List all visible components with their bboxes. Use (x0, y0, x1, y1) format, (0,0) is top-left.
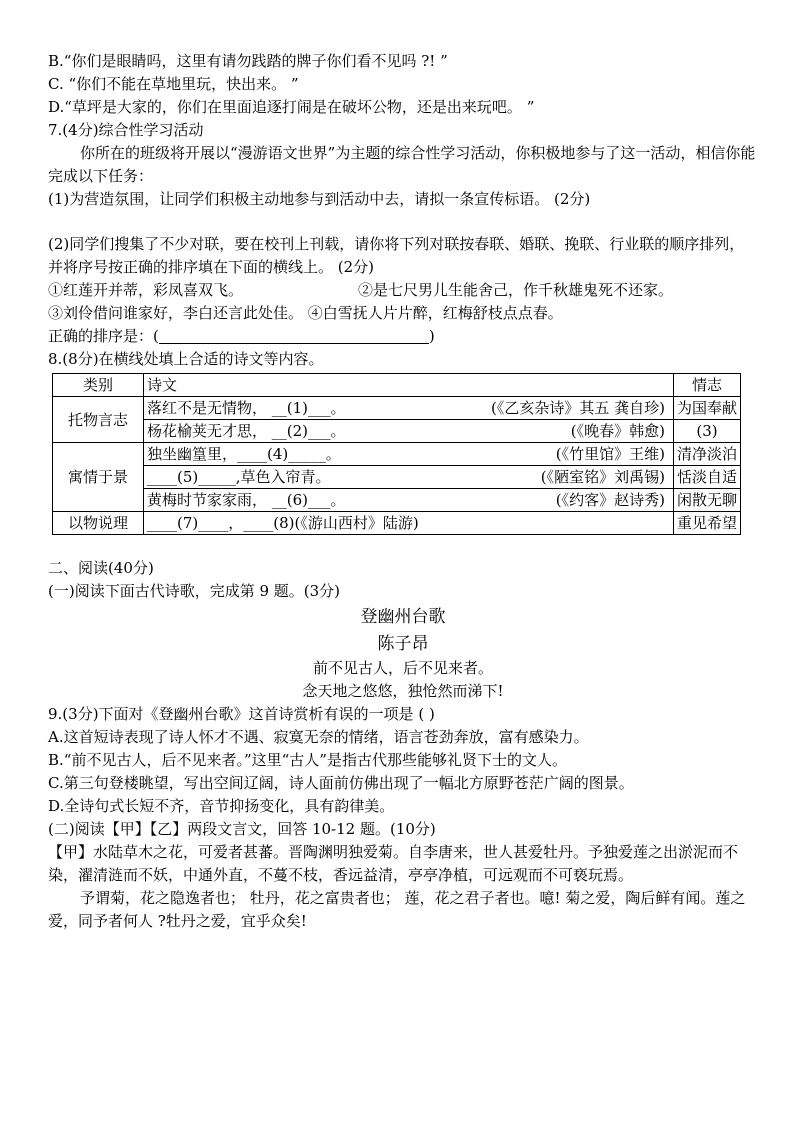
poem-source: (《晚春》韩愈) (570, 422, 665, 440)
couplet-row (48, 279, 758, 302)
passage-jia-para1: 【甲】水陆草木之花，可爱者甚蕃。晋陶渊明独爱菊。自李唐来，世人甚爱牡丹。予独爱莲之出淤泥而不染，濯清涟而不妖，中通外直，不蔓不枝，香远益清，亭亭净植，可远观而不可亵玩焉。 (48, 843, 739, 884)
table-row (53, 443, 741, 466)
q7-task1: (1)为营造氛围，让同学们积极主动地参与到活动中去，请拟一条宣传标语。 (2分) (48, 190, 591, 208)
couplet-3-4: ③刘伶借问谁家好，李白还言此处佳。 ④白雪抚人片片醉，红梅舒枝点点春。 (48, 304, 563, 322)
poem-line: 独坐幽篁里，____(4)_____。 (147, 445, 341, 463)
mood-cell: (3) (673, 420, 740, 443)
table-header-row (53, 374, 741, 397)
mood-cell: 为国奉献 (673, 397, 740, 420)
poem-line-2: 念天地之悠悠，独怆然而涕下! (302, 682, 504, 700)
poem-cell (144, 512, 674, 535)
poem-cell (144, 443, 674, 466)
q7-heading: 7.(4分)综合性学习活动 (48, 121, 204, 139)
q7-task2: (2)同学们搜集了不少对联，要在校刊上刊载，请你将下列对联按春联、婚联、挽联、行业联的顺序排列，并将序号按正确的排序填在下面的横线上。 (2分) (48, 235, 745, 276)
mood-cell: 清净淡泊 (673, 443, 740, 466)
category-cell: 托物言志 (53, 397, 144, 443)
poem-cell (144, 466, 674, 489)
poem-source: (《约客》赵诗秀) (555, 491, 665, 509)
q8-heading: 8.(8分)在横线处填上合适的诗文等内容。 (48, 350, 324, 368)
poem-line: ____(7)____，____(8)(《游山西村》陆游) (147, 514, 419, 532)
passage-jia-para2: 予谓菊，花之隐逸者也； 牡丹，花之富贵者也； 莲，花之君子者也。噫! 菊之爱，陶后鲜有闻。莲之爱，同予者何人 ?牡丹之爱，宜乎众矣! (48, 889, 746, 930)
answer-suffix: ) (428, 327, 435, 345)
section-gap (48, 535, 758, 557)
q7-intro: 你所在的班级将开展以“漫游语文世界”为主题的综合性学习活动，你积极地参与了这一活动，相信你能完成以下任务： (48, 144, 756, 185)
mood-cell: 重见希望 (673, 512, 740, 535)
reading-section-title: 二、阅读(40分) (48, 559, 154, 577)
q9-stem: 9.(3分)下面对《登幽州台歌》这首诗赏析有误的一项是 ( ) (48, 705, 435, 723)
poem-source: (《陋室铭》刘禹锡) (540, 468, 665, 486)
category-cell: 寓情于景 (53, 443, 144, 512)
table-row (53, 466, 741, 489)
answer-prefix: 正确的排序是：( (48, 327, 159, 345)
q9-option-a: A.这首短诗表现了诗人怀才不遇、寂寞无奈的情绪，语言苍劲奔放，富有感染力。 (48, 728, 589, 746)
poetry-table (52, 373, 741, 535)
header-category: 类别 (53, 374, 144, 397)
table-row (53, 512, 741, 535)
poem-line: ____(5)_____,草色入帘青。 (147, 468, 331, 486)
q9-option-c: C.第三句登楼眺望，写出空间辽阔，诗人面前仿佛出现了一幅北方原野苍茫广阔的图景。 (48, 774, 634, 792)
reading-part2: (二)阅读【甲】【乙】两段文言文，回答 10-12 题。(10分) (48, 820, 436, 838)
q7-answer-line (48, 325, 758, 348)
q9-option-b: B.“前不见古人，后不见来者。”这里“古人”是指古代那些能够礼贤下士的文人。 (48, 751, 567, 769)
poem-cell (144, 489, 674, 512)
poem-source: (《竹里馆》王维) (555, 445, 665, 463)
poem-cell (144, 397, 674, 420)
mood-cell: 闲散无聊 (673, 489, 740, 512)
category-cell: 以物说理 (53, 512, 144, 535)
answer-space (48, 211, 758, 233)
poem-line: 落红不是无情物， __(1)___。 (147, 399, 346, 417)
poem-line-1: 前不见古人，后不见来者。 (312, 659, 493, 677)
q6-option-c: C. “你们不能在草地里玩，快出来。 ” (48, 75, 299, 93)
header-poem: 诗文 (144, 374, 674, 397)
header-mood: 情志 (673, 374, 740, 397)
poem-source: (《乙亥杂诗》其五 龚自珍) (491, 399, 665, 417)
table-row (53, 420, 741, 443)
poem-line: 杨花榆荚无才思， __(2)___。 (147, 422, 346, 440)
q6-option-d: D.“草坪是大家的，你们在里面追逐打闹是在破坏公物，还是出来玩吧。 ” (48, 98, 535, 116)
mood-cell: 恬淡自适 (673, 466, 740, 489)
poem-cell (144, 420, 674, 443)
exam-page (48, 50, 758, 933)
answer-blank[interactable] (159, 327, 429, 344)
q6-option-b: B.“你们是眼睛吗，这里有请勿践踏的牌子你们看不见吗 ?! ” (48, 52, 448, 70)
table-row (53, 489, 741, 512)
reading-part1: (一)阅读下面古代诗歌，完成第 9 题。(3分) (48, 582, 341, 600)
table-row (53, 397, 741, 420)
poem-title: 登幽州台歌 (360, 607, 446, 627)
couplet-1: ①红莲开并蒂，彩凤喜双飞。 (48, 281, 244, 299)
q9-option-d: D.全诗句式长短不齐，音节抑扬变化，具有韵律美。 (48, 797, 395, 815)
couplet-2: ②是七尺男儿生能舍己，作千秋雄鬼死不还家。 (358, 281, 674, 299)
poem-author: 陈子昂 (377, 634, 429, 654)
poem-line: 黄梅时节家家雨， __(6)___。 (147, 491, 346, 509)
